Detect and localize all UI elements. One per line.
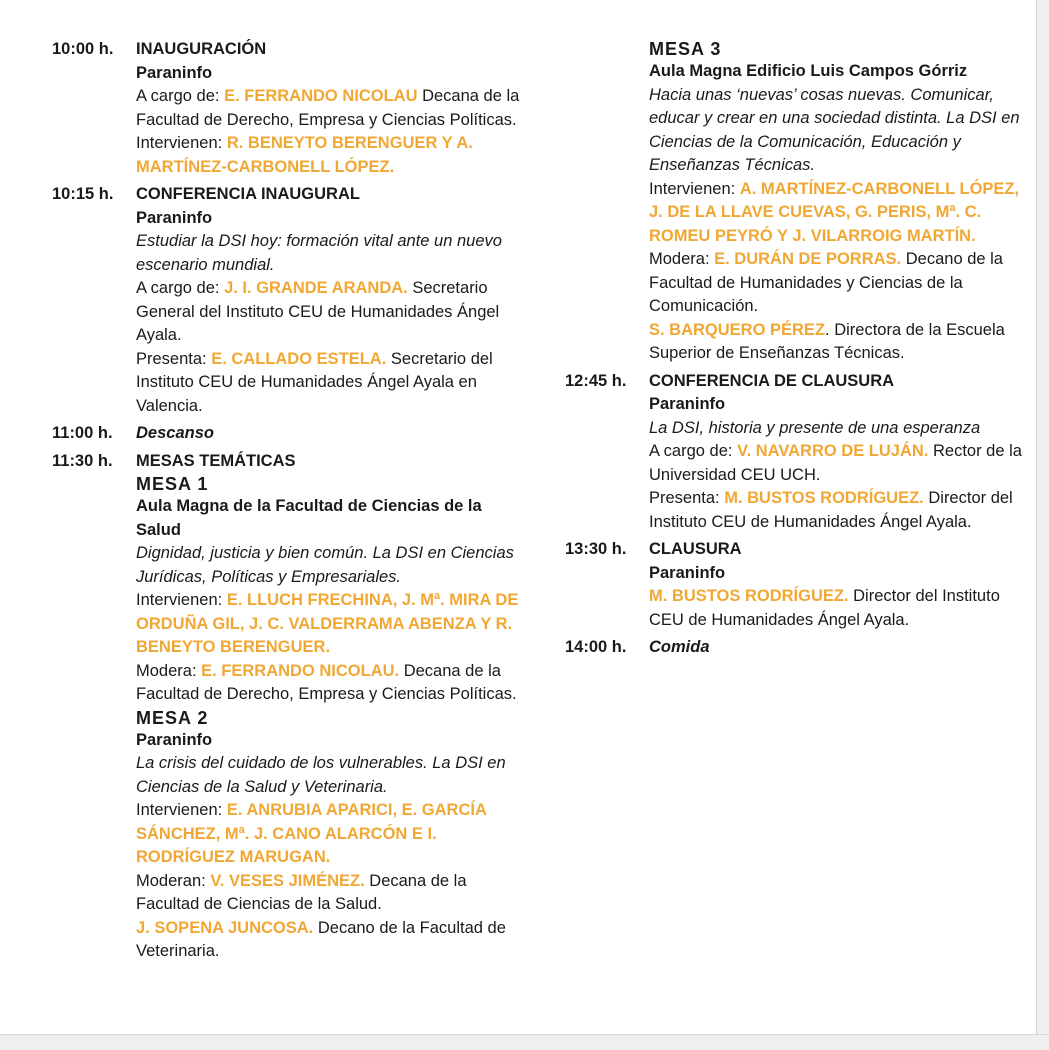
speaker-names: E. LLUCH FRECHINA, J. Mª. MIRA DE ORDUÑA GIL, J. C. VALDERRAMA ABENZA Y R. BENEYTO BERENGUER. [136, 591, 519, 656]
entry-title: INAUGURACIÓN [136, 40, 267, 58]
entry-body [136, 38, 522, 179]
speaker-desc: . Directora de la Escuela Superior de Enseñanzas Técnicas. [649, 320, 1005, 362]
talk-title: Hacia unas ‘nuevas’ cosas nuevas. Comunicar, educar y crear en una sociedad distinta. La DSI en Ciencias de la Comunicación, Educación y Enseñanzas Técnicas. [649, 85, 1020, 174]
label: Presenta: [136, 349, 207, 368]
entry-descanso [52, 422, 522, 446]
speaker-name: V. VESES JIMÉNEZ. [210, 871, 365, 890]
entry-mesas-tematicas [52, 450, 522, 964]
entry-a-cargo [136, 277, 522, 348]
mesa-2-label: MESA 2 [136, 707, 209, 728]
entry-presenta [649, 487, 1035, 534]
entry-time: 11:00 h. [52, 424, 113, 442]
label: Moderan: [136, 871, 206, 890]
entry-body [136, 183, 522, 418]
entry-a-cargo [649, 440, 1035, 487]
label: Intervienen: [649, 179, 736, 198]
speaker-name: M. BUSTOS RODRÍGUEZ. [649, 587, 849, 605]
entry-conferencia-clausura [565, 370, 1035, 535]
entry-intervienen [136, 799, 522, 870]
entry-intervienen [136, 589, 522, 660]
talk-title: Estudiar la DSI hoy: formación vital ante un nuevo escenario mundial. [136, 232, 502, 274]
entry-venue: Aula Magna de la Facultad de Ciencias de la Salud [136, 497, 482, 539]
entry-body [649, 38, 1035, 366]
entry-venue: Paraninfo [136, 730, 213, 749]
speaker-desc: Secretario del Instituto CEU de Humanidades Ángel Ayala en Valencia. [136, 349, 493, 415]
label: Modera: [649, 250, 710, 268]
entry-mesa-3 [565, 38, 1035, 366]
speaker-desc: Secretario General del Instituto CEU de Humanidades Ángel Ayala. [136, 279, 500, 344]
label: Intervienen: [136, 134, 223, 152]
entry-time: 11:30 h. [52, 451, 113, 470]
speaker-name: E. CALLADO ESTELA. [211, 349, 387, 368]
entry-speaker [649, 585, 1035, 632]
entry-venue: Aula Magna Edificio Luis Campos Górriz [649, 62, 968, 80]
speaker-desc: Decana de la Facultad de Ciencias de la Salud. [136, 871, 467, 913]
speaker-names: E. ANRUBIA APARICI, E. GARCÍA SÁNCHEZ, Mª. J. CANO ALARCÓN E I. RODRÍGUEZ MARUGAN. [136, 801, 487, 866]
entry-comida [565, 636, 1035, 660]
label: A cargo de: [649, 442, 733, 460]
label: Intervienen: [136, 591, 223, 609]
entry-venue: Paraninfo [649, 395, 726, 413]
label: A cargo de: [136, 279, 220, 297]
entry-body [136, 422, 522, 446]
entry-time: 10:00 h. [52, 40, 114, 58]
label: Modera: [136, 661, 197, 680]
speaker-desc: Decano de la Facultad de Humanidades y Ciencias de la Comunicación. [649, 250, 1003, 315]
speaker-desc: Decana de la Facultad de Derecho, Empresa y Ciencias Políticas. [136, 661, 517, 703]
entry-time: 13:30 h. [565, 540, 627, 558]
page-edge [1036, 0, 1049, 1049]
right-column [565, 38, 1035, 664]
page-bottom-edge [0, 1034, 1049, 1050]
talk-title: La crisis del cuidado de los vulnerables. La DSI en Ciencias de la Salud y Veterinaria. [136, 754, 506, 796]
label: A cargo de: [136, 87, 220, 105]
entry-modera-2 [649, 319, 1035, 366]
speaker-name: J. I. GRANDE ARANDA. [224, 279, 408, 297]
entry-clausura [565, 538, 1035, 632]
speaker-name: J. SOPENA JUNCOSA. [136, 918, 314, 937]
entry-time-spacer [565, 38, 649, 366]
talk-title: Dignidad, justicia y bien común. La DSI en Ciencias Jurídicas, Políticas y Empresariales. [136, 544, 514, 586]
entry-title: CONFERENCIA INAUGURAL [136, 185, 360, 203]
speaker-name: E. FERRANDO NICOLAU. [201, 661, 400, 680]
entry-body [649, 370, 1035, 535]
label: Presenta: [649, 489, 720, 507]
entry-time: 12:45 h. [565, 371, 627, 390]
entry-conferencia-inaugural [52, 183, 522, 418]
entry-time: 14:00 h. [565, 638, 627, 656]
left-column [52, 38, 522, 968]
speaker-name: S. BARQUERO PÉREZ [649, 320, 826, 339]
speaker-desc: Director del Instituto CEU de Humanidades Ángel Ayala. [649, 489, 1013, 531]
entry-title: Descanso [136, 424, 214, 442]
entry-intervienen [649, 178, 1035, 249]
speaker-desc: Director del Instituto CEU de Humanidades Ángel Ayala. [649, 587, 1000, 629]
entry-body [649, 538, 1035, 632]
speaker-desc: Decana de la Facultad de Derecho, Empresa y Ciencias Políticas. [136, 87, 520, 129]
entry-moderan [136, 870, 522, 917]
mesa-3-label: MESA 3 [649, 39, 722, 59]
speaker-name: E. FERRANDO NICOLAU [224, 87, 418, 105]
entry-title: CLAUSURA [649, 540, 742, 558]
speaker-name: E. DURÁN DE PORRAS. [714, 250, 902, 268]
entry-body [649, 636, 1035, 660]
entry-title: CONFERENCIA DE CLAUSURA [649, 371, 895, 390]
entry-moderan-2 [136, 917, 522, 964]
entry-inauguracion [52, 38, 522, 179]
entry-venue: Paraninfo [136, 63, 213, 82]
speaker-name: V. NAVARRO DE LUJÁN. [737, 442, 929, 460]
mesa-1-label: MESA 1 [136, 474, 209, 494]
speaker-name: M. BUSTOS RODRÍGUEZ. [724, 489, 924, 507]
entry-modera [649, 248, 1035, 319]
label: Intervienen: [136, 801, 223, 819]
speaker-desc: Decano de la Facultad de Veterinaria. [136, 918, 506, 960]
talk-title: La DSI, historia y presente de una esperanza [649, 418, 981, 437]
entry-presenta [136, 348, 522, 419]
entry-a-cargo [136, 85, 522, 132]
entry-intervienen [136, 132, 522, 179]
entry-title: Comida [649, 638, 710, 656]
entry-modera [136, 660, 522, 707]
entry-time: 10:15 h. [52, 185, 114, 203]
entry-venue: Paraninfo [136, 208, 213, 227]
entry-venue: Paraninfo [649, 563, 726, 582]
entry-body [136, 450, 522, 964]
speaker-names: A. MARTÍNEZ-CARBONELL LÓPEZ, J. DE LA LLAVE CUEVAS, G. PERIS, Mª. C. ROMEU PEYRÓ Y J. VILARROIG MARTÍN. [649, 179, 1020, 245]
entry-title: MESAS TEMÁTICAS [136, 451, 296, 470]
speaker-names: R. BENEYTO BERENGUER Y A. MARTÍNEZ-CARBONELL LÓPEZ. [136, 134, 473, 176]
speaker-desc: Rector de la Universidad CEU UCH. [649, 442, 1022, 484]
